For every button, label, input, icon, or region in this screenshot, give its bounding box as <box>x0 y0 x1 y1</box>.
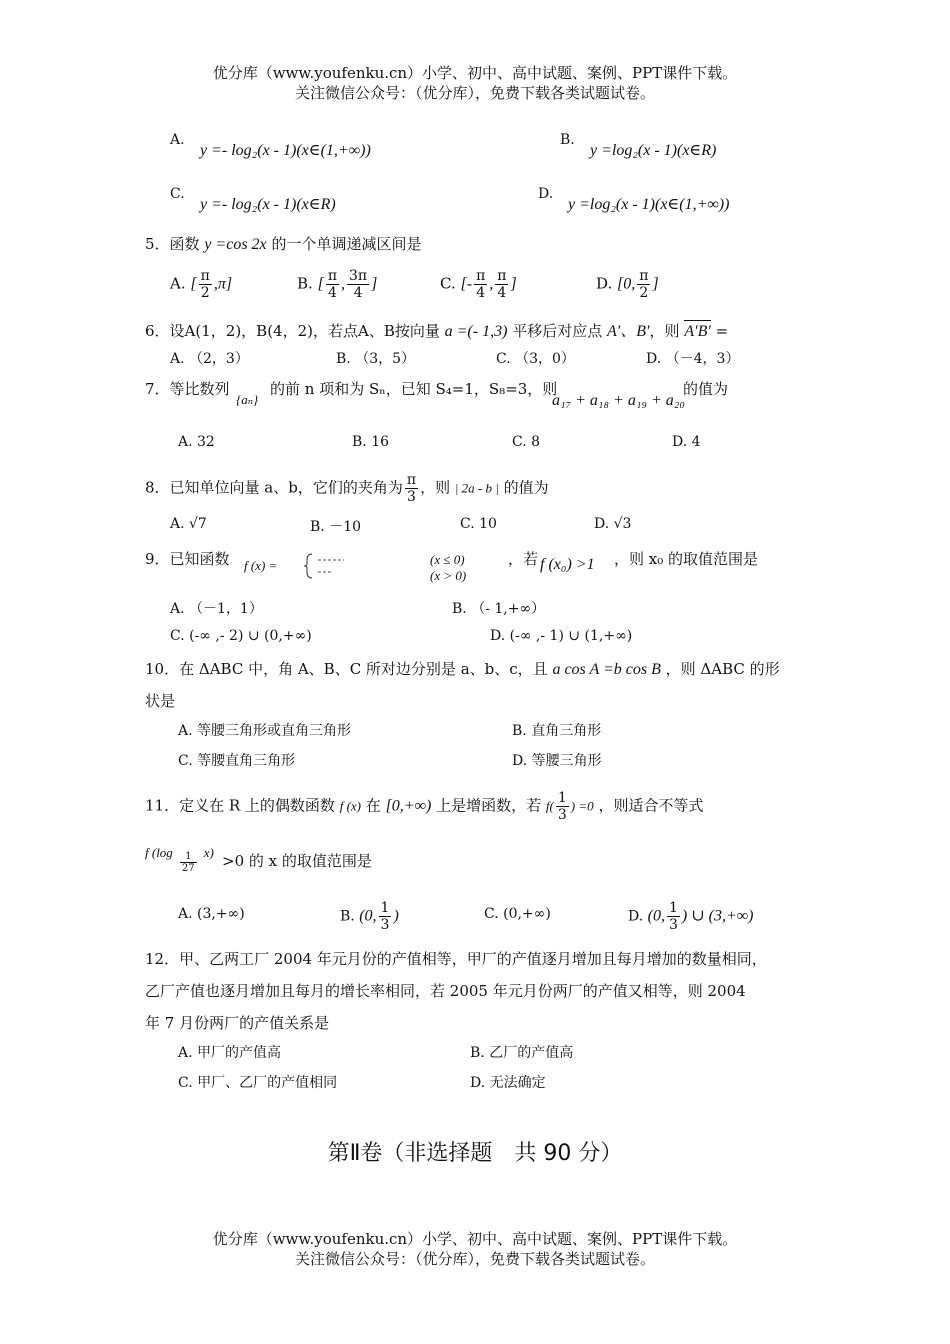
q4-option-a-label: A. <box>170 132 185 148</box>
q6-option-d: D. （－4，3） <box>646 351 740 367</box>
q9-option-d: D. (-∞ ,- 1) ∪ (1,+∞) <box>490 628 633 644</box>
q7-option-c: C. 8 <box>512 434 541 450</box>
q12-option-a: A. 甲厂的产值高 <box>178 1045 282 1061</box>
q6-stem: 6．设A(1，2)，B(4，2)，若点A、B按向量 a =(- 1,3) 平移后对应点 A′、B′，则 A′B′ = <box>145 322 729 340</box>
q8-option-d: D. √3 <box>594 516 632 532</box>
q10-option-c: C. 等腰直角三角形 <box>178 753 296 769</box>
q9-stem-mid: ，若 <box>508 550 539 568</box>
q12-stem-line3: 年 7 月份两厂的产值关系是 <box>145 1014 330 1032</box>
q12-option-c: C. 甲厂、乙厂的产值相同 <box>178 1075 338 1091</box>
q4-option-d-label: D. <box>538 186 554 202</box>
footer-line-2: 关注微信公众号：（优分库），免费下载各类试题试卷。 <box>294 1250 655 1268</box>
q4-option-b: y =log₂(x - 1)(x∈R) <box>590 142 717 159</box>
q4-option-c-label: C. <box>170 186 185 202</box>
q8-option-b: B. －10 <box>310 519 362 535</box>
q8-option-a: A. √7 <box>170 516 207 532</box>
header-line-1: 优分库（www.youfenku.cn）小学、初中、高中试题、案例、PPT课件下载。 <box>212 64 738 82</box>
q7-option-b: B. 16 <box>352 434 390 450</box>
q9-option-c: C. (-∞ ,- 2) ∪ (0,+∞) <box>170 628 312 644</box>
q9-condition-1: (x ≤ 0) <box>430 552 465 567</box>
q4-option-b-label: B. <box>560 132 575 148</box>
q5-option-d: D. [0, $\frac{\pi}{2}$ ] <box>596 268 659 301</box>
q11-option-c: C. (0,+∞) <box>484 906 551 922</box>
q11-inequality: f (log $\frac{1}{27}$ x) <box>145 845 214 874</box>
q7-option-a: A. 32 <box>178 434 215 450</box>
q9-inequality: f (x₀) >1 <box>540 556 595 573</box>
q9-function: f (x) = <box>244 558 278 573</box>
q7-stem-pre: 7．等比数列 <box>145 380 230 398</box>
q6-option-a: A. （2，3） <box>170 351 249 367</box>
q10-option-d: D. 等腰三角形 <box>512 753 602 769</box>
q12-stem-line2: 乙厂产值也逐月增加且每月的增长率相同，若 2005 年元月份两厂的产值又相等，则 2004 <box>145 982 746 1000</box>
q9-stem-post: ，则 x₀ 的取值范围是 <box>614 550 759 568</box>
q7-sum: a₁₇ + a₁₈ + a₁₉ + a₂₀ <box>552 392 685 409</box>
q5-option-c: C. [- $\frac{\pi}{4}$ , $\frac{\pi}{4}$ ] <box>440 268 517 301</box>
q7-option-d: D. 4 <box>672 434 701 450</box>
q7-stem-post: 的值为 <box>683 380 729 398</box>
q9-option-a: A. （－1，1） <box>170 601 263 617</box>
header-line-2: 关注微信公众号：（优分库），免费下载各类试题试卷。 <box>294 84 655 102</box>
q10-option-a: A. 等腰三角形或直角三角形 <box>178 723 352 739</box>
q9-piecewise-brace <box>304 552 364 580</box>
q10-stem-line2: 状是 <box>145 692 176 710</box>
q4-option-c: y =- log₂(x - 1)(x∈R) <box>200 196 336 213</box>
q11-option-d: D. (0, $\frac{1}{3}$ ) ∪ (3,+∞) <box>628 900 754 933</box>
q5-option-b: B. [ $\frac{\pi}{4}$ , $\frac{3\pi}{4}$ ] <box>297 268 378 301</box>
q11-option-b: B. (0, $\frac{1}{3}$ ) <box>340 900 399 933</box>
q9-condition-2: (x > 0) <box>430 568 467 583</box>
q9-stem-pre: 9．已知函数 <box>145 550 230 568</box>
q5-stem: 5．函数 y =cos 2x 的一个单调递减区间是 <box>145 235 422 253</box>
q12-option-d: D. 无法确定 <box>470 1075 546 1091</box>
q5-option-a: A. [ $\frac{\pi}{2}$ ,π] <box>170 268 233 301</box>
q8-option-c: C. 10 <box>460 516 497 532</box>
q11-stem-line2: >0 的 x 的取值范围是 <box>222 852 372 870</box>
q4-option-d: y =log₂(x - 1)(x∈(1,+∞)) <box>568 196 730 213</box>
q4-option-a: y =- log₂(x - 1)(x∈(1,+∞)) <box>200 142 371 159</box>
footer-line-1: 优分库（www.youfenku.cn）小学、初中、高中试题、案例、PPT课件下载。 <box>212 1230 738 1248</box>
section-title: 第Ⅱ卷（非选择题 共 90 分） <box>327 1141 623 1166</box>
q7-sequence: {aₙ} <box>236 392 259 407</box>
q10-stem: 10．在 ΔABC 中，角 A、B、C 所对边分别是 a、b、c，且 a cos A =b cos B ，则 ΔABC 的形 <box>145 660 780 678</box>
q9-option-b: B. （- 1,+∞） <box>452 601 546 617</box>
q7-stem-mid: 的前 n 项和为 Sₙ，已知 S₄=1，S₈=3，则 <box>270 380 558 398</box>
q11-stem: 11．定义在 R 上的偶数函数 f (x) 在 [0,+∞) 上是增函数，若 f( $\frac{1}{3}$ ) =0 ，则适合不等式 <box>145 790 704 823</box>
q6-option-c: C. （3，0） <box>496 351 575 367</box>
q11-option-a: A. (3,+∞) <box>178 906 245 922</box>
q12-stem-line1: 12．甲、乙两工厂 2004 年元月份的产值相等，甲厂的产值逐月增加且每月增加的数量相同， <box>145 950 767 968</box>
q8-stem: 8．已知单位向量 a、b，它们的夹角为 $\frac{\pi}{3}$ ，则 | 2a - b | 的值为 <box>145 472 549 505</box>
q6-option-b: B. （3，5） <box>336 351 416 367</box>
q10-option-b: B. 直角三角形 <box>512 723 602 739</box>
q12-option-b: B. 乙厂的产值高 <box>470 1045 574 1061</box>
